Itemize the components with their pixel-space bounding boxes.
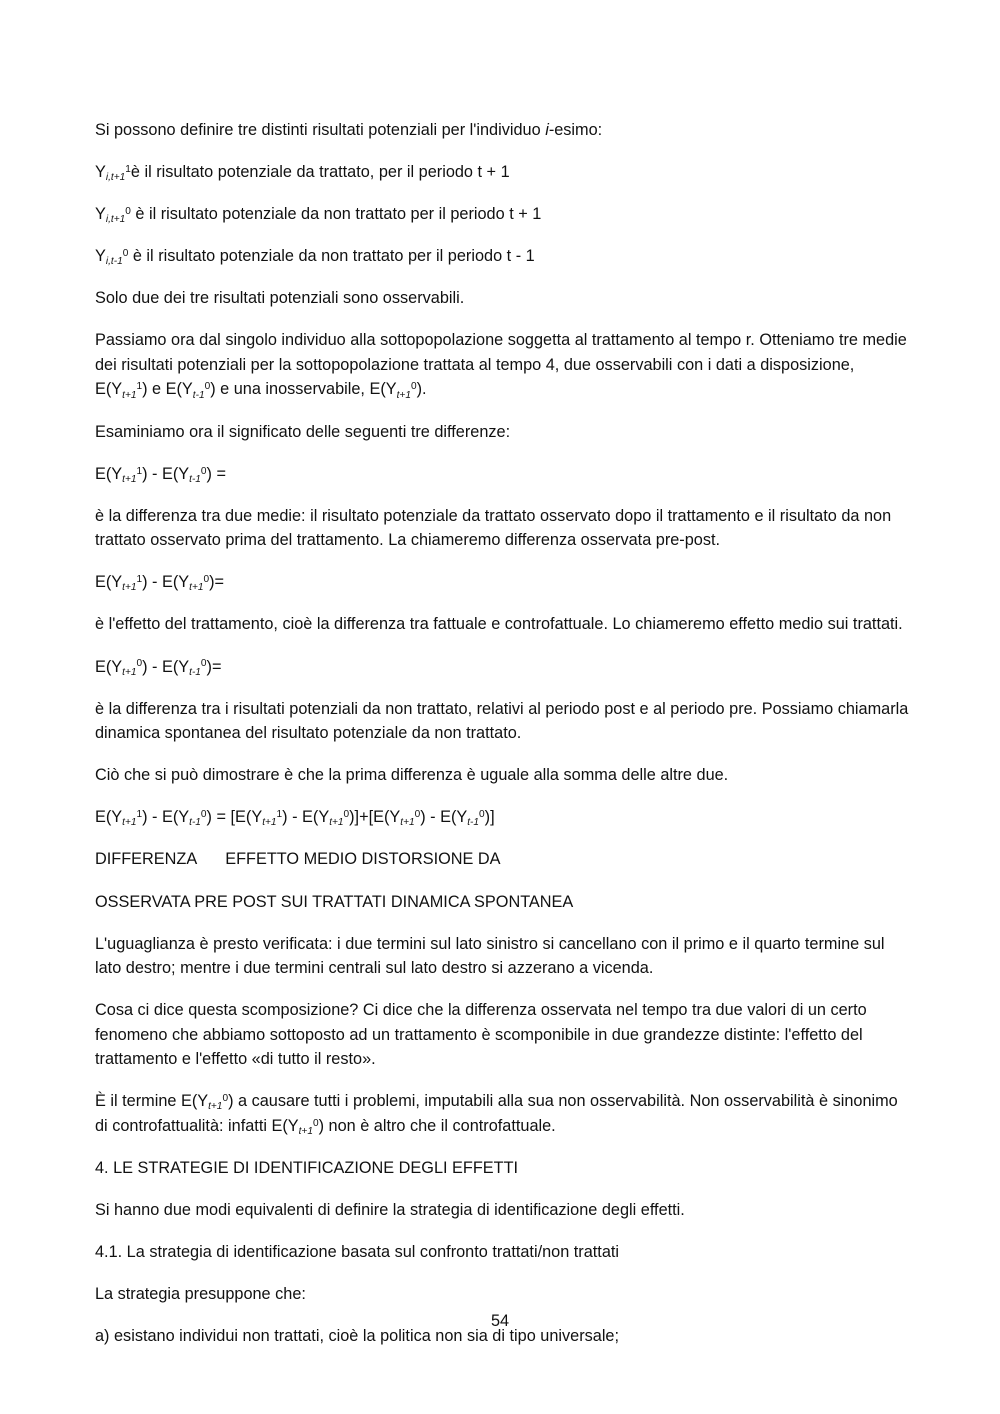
paragraph-two-methods: Si hanno due modi equivalenti di definire la strategia di identificazione degli effetti. xyxy=(95,1200,685,1219)
paragraph-pre-post-explanation: è la differenza tra due medie: il risultato potenziale da trattato osservato dopo il trattamento e il risultato da non trattato osservato prima del trattamento. La chiameremo differenza osservata pre-post. xyxy=(95,506,892,550)
paragraph-spontaneous-dynamics-explanation: è la differenza tra i risultati potenziali da non trattato, relativi al periodo post e al periodo pre. Possiamo chiamarla dinamica spontanea del risultato potenziale da non trattato. xyxy=(95,699,909,743)
paragraph-treatment-effect-explanation: è l'effetto del trattamento, cioè la differenza tra fattuale e controfattuale. Lo chiameremo effetto medio sui trattati. xyxy=(95,615,903,634)
section-heading-4: 4. LE STRATEGIE DI IDENTIFICAZIONE DEGLI EFFETTI xyxy=(95,1158,519,1177)
definition-untreated-post: $Yi,t+1^0$ è il risultato potenziale da non trattato per il periodo t + 1 xyxy=(95,205,542,226)
paragraph-equality-check: L'uguaglianza è presto verificata: i due termini sul lato sinistro si cancellano con il primo e il quarto termine sul lato destro; mentre i due termini centrali sul lato destro si azzerano a vicenda. xyxy=(95,934,885,978)
decomposition-labels-line-2: OSSERVATA PRE POST SUI TRATTATI DINAMICA SPONTANEA xyxy=(95,892,574,911)
list-item-a: a) esistano individui non trattati, cioè la politica non sia di tipo universale; xyxy=(95,1327,620,1346)
definition-treated-post: $Yi,t+1^1è$ il risultato potenziale da trattato, per il periodo t + 1 xyxy=(95,163,510,184)
paragraph-demonstration: Ciò che si può dimostrare è che la prima differenza è uguale alla somma delle altre due. xyxy=(95,766,729,785)
paragraph-differences-intro: Esaminiamo ora il significato delle seguenti tre differenze: xyxy=(95,422,511,441)
formula-decomposition: $E(Yt+1^1) - E(Yt-1^0) = [E(Yt+1^1) - E(Yt+1^0)]+[E(Yt+1^0) - E(Yt-1^0)]$ xyxy=(95,808,495,829)
decomposition-labels-line-1: DIFFERENZA EFFETTO MEDIO DISTORSIONE DA xyxy=(95,850,501,869)
paragraph-decomposition-meaning: Cosa ci dice questa scomposizione? Ci dice che la differenza osservata nel tempo tra due valori di un certo fenomeno che abbiamo sottoposto ad un trattamento è scomponibile in due grandezze distinte: l'effetto del trattamento e l'effetto «di tutto il resto». xyxy=(95,1001,867,1069)
page-body xyxy=(95,118,910,1366)
paragraph-intro: Si possono definire tre distinti risultati potenziali per l'individuo i-esimo: xyxy=(95,121,603,139)
formula-treatment-effect: $E(Yt+1^1) - E(Yt+1^0)=$ xyxy=(95,573,225,594)
paragraph-subpopulation: Passiamo ora dal singolo individuo alla sottopopolazione soggetta al trattamento al tempo r. Otteniamo tre medie dei risultati potenziali per la sottopopolazione trattata al tempo 4, due osservabili con i dati a disposizione, $E(Yt+1^1)$ e $E(Yt-1^0)$ e una inosservabile, $E(Yt+1^0)$. xyxy=(95,331,907,401)
paragraph-counterfactual: È il termine $E(Yt+1^0)$ a causare tutti i problemi, imputabili alla sua non osservabilità. Non osservabilità è sinonimo di controfattualità: infatti $E(Yt+1^0)$ non è altro che il controfattuale. xyxy=(95,1092,898,1137)
paragraph-strategy-assumes: La strategia presuppone che: xyxy=(95,1285,306,1304)
formula-spontaneous-dynamics: $E(Yt+1^0) - E(Yt-1^0)=$ xyxy=(95,657,222,678)
page-number: 54 xyxy=(490,1312,510,1330)
definition-untreated-pre: $Yi,t-1^0$ è il risultato potenziale da non trattato per il periodo t - 1 xyxy=(95,247,535,268)
formula-pre-post-difference: $E(Yt+1^1) - E(Yt-1^0)$ = xyxy=(95,464,227,485)
paragraph-observable: Solo due dei tre risultati potenziali sono osservabili. xyxy=(95,289,465,308)
subsection-heading-4-1: 4.1. La strategia di identificazione basata sul confronto trattati/non trattati xyxy=(95,1243,620,1262)
